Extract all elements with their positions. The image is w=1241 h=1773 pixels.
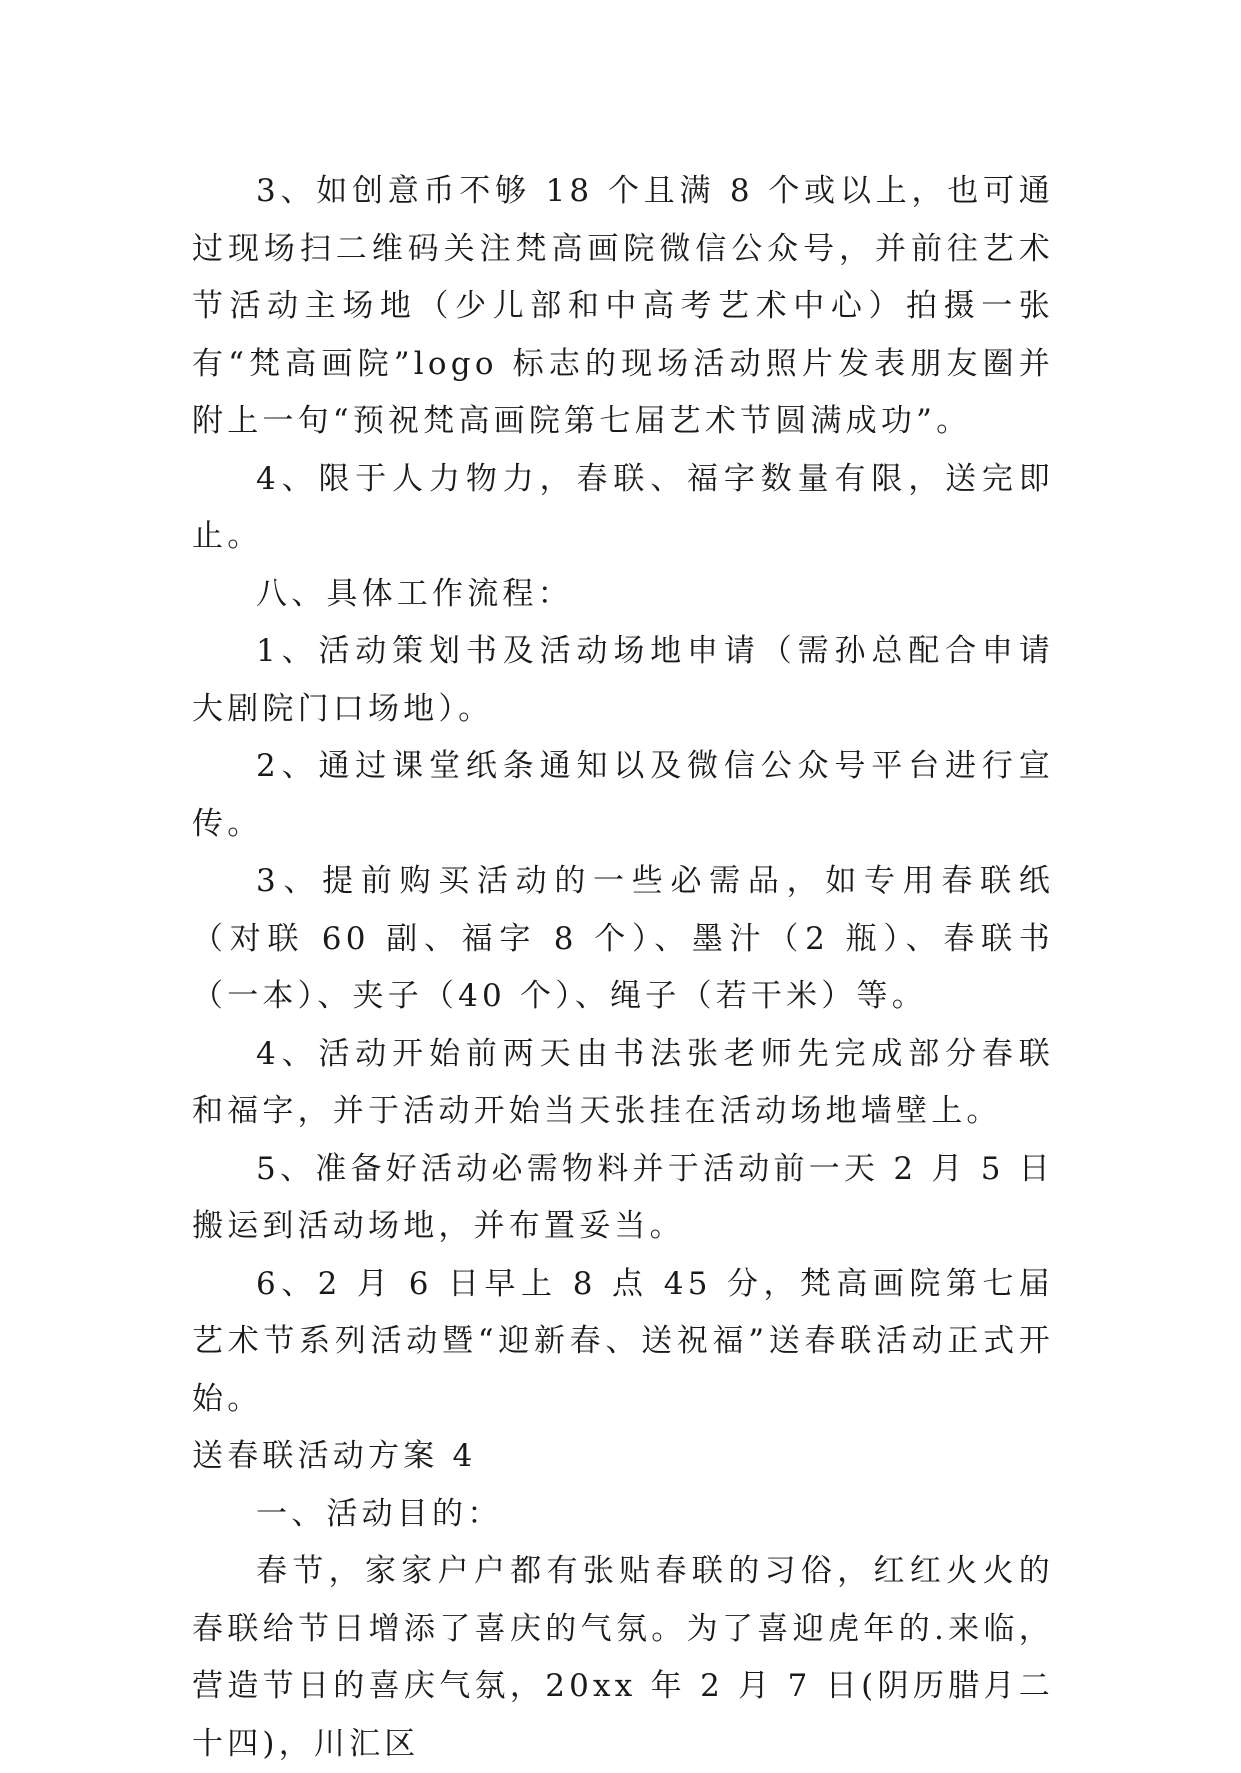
paragraph-rule-4: 4、限于人力物力，春联、福字数量有限，送完即止。 bbox=[192, 460, 1054, 554]
document-page bbox=[192, 163, 1054, 1773]
plan-title: 送春联活动方案 4 bbox=[192, 1438, 477, 1474]
paragraph-step-2: 2、通过课堂纸条通知以及微信公众号平台进行宣传。 bbox=[192, 748, 1054, 842]
paragraph-step-1: 1、活动策划书及活动场地申请（需孙总配合申请大剧院门口场地）。 bbox=[192, 633, 1054, 727]
section-heading-workflow: 八、具体工作流程： bbox=[256, 575, 573, 612]
paragraph-step-6: 6、2 月 6 日早上 8 点 45 分，梵高画院第七届艺术节系列活动暨“迎新春、送祝福”送春联活动正式开始。 bbox=[192, 1265, 1054, 1417]
paragraph-step-5: 5、准备好活动必需物料并于活动前一天 2 月 5 日搬运到活动场地，并布置妥当。 bbox=[192, 1150, 1054, 1244]
section-heading-purpose: 一、活动目的： bbox=[256, 1495, 503, 1532]
paragraph-purpose: 春节，家家户户都有张贴春联的习俗，红红火火的春联给节日增添了喜庆的气氛。为了喜迎虎年的.来临，营造节日的喜庆气氛，20xx 年 2 月 7 日(阴历腊月二十四)，川汇区 bbox=[192, 1553, 1054, 1762]
paragraph-step-4: 4、活动开始前两天由书法张老师先完成部分春联和福字，并于活动开始当天张挂在活动场地墙壁上。 bbox=[192, 1035, 1054, 1129]
paragraph-step-3: 3、提前购买活动的一些必需品，如专用春联纸（对联 60 副、福字 8 个）、墨汁（2 瓶）、春联书（一本）、夹子（40 个）、绳子（若干米）等。 bbox=[192, 863, 1054, 1014]
paragraph-rule-3: 3、如创意币不够 18 个且满 8 个或以上，也可通过现场扫二维码关注梵高画院微信公众号，并前往艺术节活动主场地（少儿部和中高考艺术中心）拍摄一张有“梵高画院”logo 标志的现场活动照片发表朋友圈并附上一句“预祝梵高画院第七届艺术节圆满成功”。 bbox=[192, 173, 1054, 439]
